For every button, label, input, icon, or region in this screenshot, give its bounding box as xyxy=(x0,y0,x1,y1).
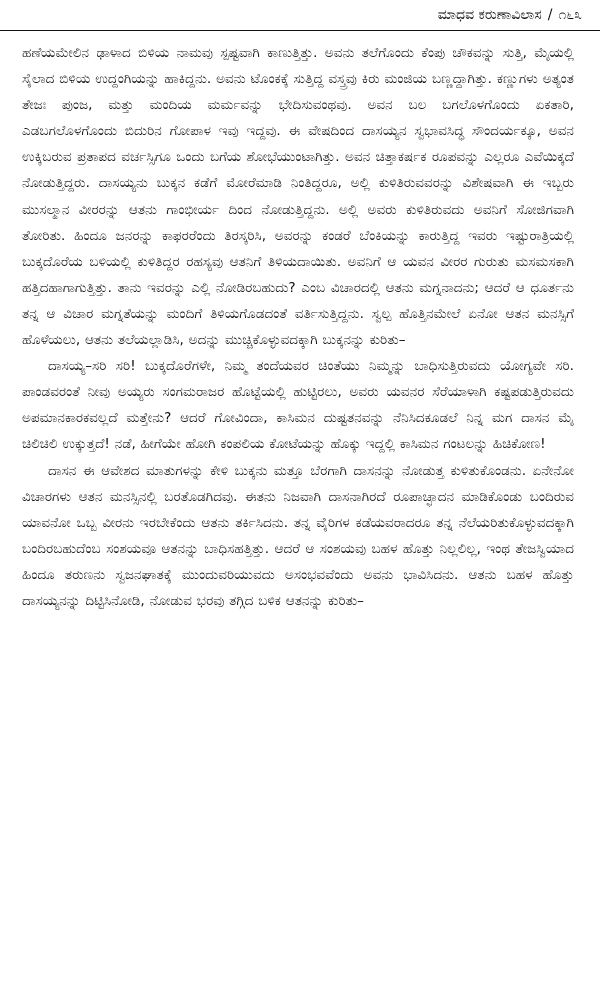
book-title: ಮಾಧವ ಕರುಣಾವಿಲಾಸ xyxy=(437,7,542,23)
paragraph-1: ಹಣೆಯಮೇಲಿನ ಢಾಳಾದ ಬಿಳಿಯ ನಾಮವು ಸ್ಪಷ್ಟವಾಗಿ ಕಾಣುತ್ತಿತ್ತು. ಅವನು ತಲೆಗೊಂದು ಕೆಂಪು ಚೌಕವನ್ನು ಸುತ್ತಿ, ಮೈಯಲ್ಲಿ ಸೈಲಾದ ಬಿಳಿಯ ಉದ್ದಂಗಿಯನ್ನು ಹಾಕಿದ್ದನು. ಅವನು ಟೊಂಕಕ್ಕೆ ಸುತ್ತಿದ್ದ ವಸ್ತ್ರವು ಕಿರು ಮಂಜಿಯ ಬಣ್ಣದ್ದಾಗಿತ್ತು. ಕಣ್ಣುಗಳು ಅತ್ಯಂತ ತೇಜಃ ಪುಂಜ, ಮತ್ತು ಮಂದಿಯ ಮರ್ಮವನ್ನು ಭೇದಿಸುವಂಥವು. ಅವನ ಬಲ ಬಗಲೊಳಗೊಂದು ಏಕತಾರಿ, ಎಡಬಗಲೊಳಗೊಂದು ಬಿದುರಿನ ಗೋಪಾಳ ಇವು ಇದ್ದವು. ಈ ವೇಷದಿಂದ ದಾಸಯ್ಯನ ಸ್ವಭಾವಸಿದ್ಧ ಸೌಂದರ್ಯಕ್ಕೂ, ಅವನ ಉಕ್ಕಿಬರುವ ಪ್ರತಾಪದ ವರ್ಚಸ್ಸಿಗೂ ಒಂದು ಬಗೆಯ ಶೋಭೆಯುಂಟಾಗಿತ್ತು. ಅವನ ಚಿತ್ತಾಕರ್ಷಕ ರೂಪವನ್ನು ಎಲ್ಲರೂ ಎವೆಯಿಕ್ಕದೆ ನೋಡುತ್ತಿದ್ದರು. ದಾಸಯ್ಯನು ಬುಕ್ಕನ ಕಡೆಗೆ ಮೋರೆಮಾಡಿ ನಿಂತಿದ್ದರೂ, ಅಲ್ಲಿ ಕುಳಿತಿರುವವರನ್ನು ವಿಶೇಷವಾಗಿ ಈ ಇಬ್ಬರು ಮುಸಲ್ಮಾನ ವೀರರನ್ನು ಆತನು ಗಾಂಭೀರ್ಯ ದಿಂದ ನೋಡುತ್ತಿದ್ದನು. ಅಲ್ಲಿ ಅವರು ಕುಳಿತಿರುವದು ಅವನಿಗೆ ಸೋಜಿಗವಾಗಿ ತೋರಿತು. ಹಿಂದೂ ಜನರನ್ನು ಕಾಫರರೆಂದು ತಿರಸ್ಕರಿಸಿ, ಅವರನ್ನು ಕಂಡರೆ ಬೆಂಕಿಯನ್ನು ಕಾರುತ್ತಿದ್ದ ಇವರು ಇಷ್ಟುರಾತ್ರಿಯಲ್ಲಿ ಬುಕ್ಕದೊರೆಯ ಬಳಿಯಲ್ಲಿ ಕುಳಿತಿದ್ದರ ರಹಸ್ಯವು ಆತನಿಗೆ ತಿಳಿಯದಾಯಿತು. ಅವನಿಗೆ ಆ ಯವನ ವೀರರ ಗುರುತು ಮಸಮಸಕಾಗಿ ಹತ್ತಿದಹಾಗಾಗುತ್ತಿತ್ತು. ತಾನು ಇವರನ್ನು ಎಲ್ಲಿ ನೋಡಿರಬಹುದು? ಎಂಬ ವಿಚಾರದಲ್ಲಿ ಆತನು ಮಗ್ನನಾದನು; ಆದರೆ ಆ ಧೂರ್ತನು ತನ್ನ ಆ ವಿಚಾರ ಮಗ್ನತೆಯನ್ನು ಮಂದಿಗೆ ತಿಳಿಯಗೊಡದಂತೆ ವರ್ತಿಸುತ್ತಿದ್ದನು. ಸ್ವಲ್ಪ ಹೊತ್ತಿನಮೇಲೆ ಏನೋ ಆತನ ಮನಸ್ಸಿಗೆ ಹೊಳೆಯಲು, ಆತನು ತಲೆಯಲ್ಲಾಡಿಸಿ, ಅದನ್ನು ಮುಚ್ಚಿಕೊಳ್ಳುವದಕ್ಕಾಗಿ ಬುಕ್ಕನನ್ನು ಕುರಿತು– xyxy=(22,45,574,349)
paragraph-3: ದಾಸನ ಈ ಆವೇಶದ ಮಾತುಗಳನ್ನು ಕೇಳಿ ಬುಕ್ಕನು ಮತ್ತೂ ಬೆರಗಾಗಿ ದಾಸನನ್ನು ನೋಡುತ್ತ ಕುಳಿತುಕೊಂಡನು. ಏನೇನೋ ವಿಚಾರಗಳು ಆತನ ಮನಸ್ಸಿನಲ್ಲಿ ಬರತೊಡಗಿದವು. ಈತನು ನಿಜವಾಗಿ ದಾಸನಾಗಿರದೆ ರೂಪಾಚ್ಛಾದನ ಮಾಡಿಕೊಂಡು ಬಂದಿರುವ ಯಾವನೋ ಒಬ್ಬ ವೀರನು ಇರಬೇಕೆಂದು ಆತನು ತರ್ಕಿಸಿದನು. ತನ್ನ ವೈರಿಗಳ ಕಡೆಯವರಾದರೂ ತನ್ನ ನೆಲೆಯರಿತುಕೊಳ್ಳುವದಕ್ಕಾಗಿ ಬಂದಿರಬಹುದೆಂಬ ಸಂಶಯವೂ ಆತನನ್ನು ಬಾಧಿಸಹತ್ತಿತ್ತು. ಆದರೆ ಆ ಸಂಶಯವು ಬಹಳ ಹೊತ್ತು ನಿಲ್ಲಲಿಲ್ಲ, ಇಂಥ ತೇಜಸ್ವಿಯಾದ ಹಿಂದೂ ತರುಣನು ಸ್ವಜನಘಾತಕ್ಕೆ ಮುಂದುವರಿಯುವದು ಅಸಂಭವವೆಂದು ಅವನು ಭಾವಿಸಿದನು. ಆತನು ಬಹಳ ಹೊತ್ತು ದಾಸಯ್ಯನನ್ನು ದಿಟ್ಟಿಸಿನೋಡಿ, ನೋಡುವ ಭರವು ತಗ್ಗಿದ ಬಳಿಕ ಆತನನ್ನು ಕುರಿತು– xyxy=(22,462,574,609)
page-number: ೧೬೩ xyxy=(558,7,582,23)
header-separator: / xyxy=(547,7,553,23)
header-rule xyxy=(0,30,600,31)
paragraph-2: ದಾಸಯ್ಯ–ಸರಿ ಸರಿ! ಬುಕ್ಕದೊರೆಗಳೇ, ನಿಮ್ಮ ತಂದೆಯವರ ಚಿಂತೆಯು ನಿಮ್ಮನ್ನು ಬಾಧಿಸುತ್ತಿರುವದು ಯೋಗ್ಯವೇ ಸರಿ. ಪಾಂಡವರಂತೆ ನೀವು ಅಯ್ಯರು ಸಂಗಮರಾಜರ ಹೊಟ್ಟೆಯಲ್ಲಿ ಹುಟ್ಟಿರಲು, ಅವರು ಯವನರ ಸೆರೆಯಾಳಾಗಿ ಕಷ್ಟಪಡುತ್ತಿರುವದು ಅಪಮಾನಕಾರಕವಲ್ಲದೆ ಮತ್ತೇನು? ಆದರೆ ಗೋವಿಂದಾ, ಕಾಸಿಮನ ದುಷ್ಟತನವನ್ನು ನೆನಿಸಿದಕೂಡಲೆ ನಿನ್ನ ಮಗ ದಾಸನ ಮೈ ಚಿಲಿಚಿಲಿ ಉಕ್ಕುತ್ತದೆ! ನಡೆ, ಹೀಗೆಯೇ ಹೋಗಿ ಕಂಪಲಿಯ ಕೋಟೆಯನ್ನು ಹೊಕ್ಕು ಇದ್ದಲ್ಲಿ ಕಾಸಿಮನ ಗಂಟಲನ್ನು ಹಿಚಿಕೋಣ! xyxy=(22,358,574,453)
body-text xyxy=(22,40,574,614)
running-header xyxy=(0,4,582,26)
